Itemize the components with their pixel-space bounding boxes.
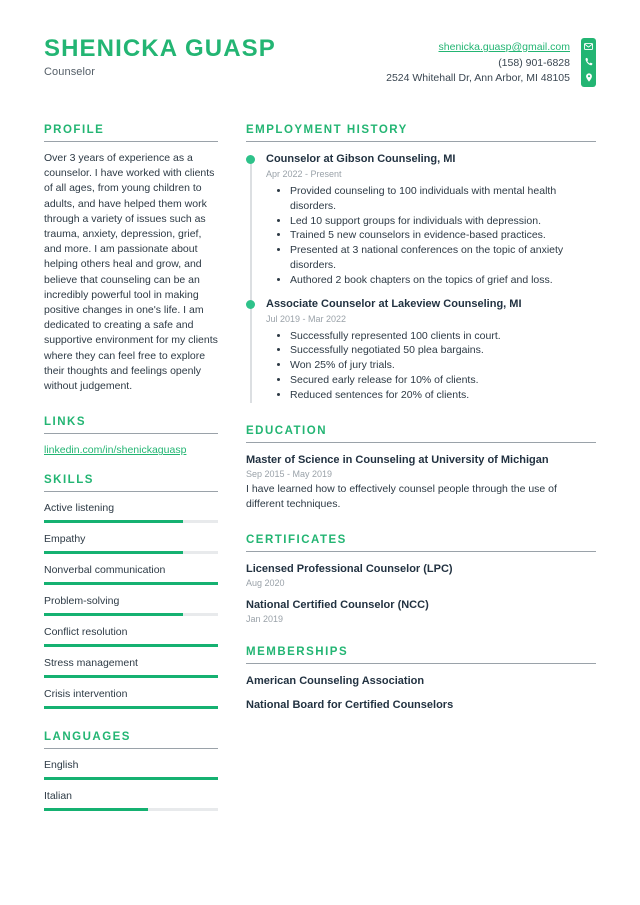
- timeline-dot-icon: [246, 300, 255, 309]
- timeline-dot-icon: [246, 155, 255, 164]
- languages-heading: LANGUAGES: [44, 731, 131, 744]
- employment-section: [246, 124, 596, 403]
- skill-label: Stress management: [44, 657, 138, 670]
- skill-label: Problem-solving: [44, 595, 120, 608]
- skills-heading: SKILLS: [44, 474, 94, 487]
- education-rule: [246, 442, 596, 443]
- education-date: Sep 2015 - May 2019: [246, 468, 333, 479]
- skill-item: [44, 687, 218, 709]
- links-section: [44, 416, 218, 458]
- job-bullet: • Trained 5 new counselors in evidence-based practices.: [290, 228, 596, 243]
- skill-label: Crisis intervention: [44, 688, 128, 701]
- links-rule: [44, 433, 218, 434]
- language-item: [44, 789, 218, 811]
- language-label: Italian: [44, 790, 73, 803]
- language-bar-fill: [44, 777, 218, 780]
- skill-item: [44, 625, 218, 647]
- job-entry: [266, 152, 596, 288]
- language-bar-track: [44, 808, 218, 811]
- contact-icon-strip: [581, 38, 596, 87]
- membership-entry: [246, 674, 596, 688]
- job-date: Jul 2019 - Mar 2022: [266, 313, 347, 324]
- skill-bar-fill: [44, 644, 218, 647]
- certificates-section: [246, 534, 596, 624]
- skill-bar-fill: [44, 551, 183, 554]
- profile-text: Over 3 years of experience as a counselor. I have worked with clients of all ages, from young children to adults, and have helped them work through a variety of issues such as trauma, anxiety, depression, grief, and more. I am passionate about helping others heal and grow, and believe that counseling can be an incredibly powerful tool in making positive changes in one's life. I am dedicated to creating a safe and supportive environment for my clients where they can feel free to explore their thoughts and feelings openly without judgement.: [44, 152, 218, 393]
- skill-label: Nonverbal communication: [44, 564, 166, 577]
- certificates-rule: [246, 551, 596, 552]
- skill-item: [44, 594, 218, 616]
- education-title: Master of Science in Counseling at University of Michigan: [246, 453, 549, 466]
- job-title: Associate Counselor at Lakeview Counseling, MI: [266, 297, 522, 310]
- job-bullet-list: [266, 329, 596, 403]
- spacer: [246, 624, 596, 646]
- skill-bar-track: [44, 520, 218, 523]
- skill-bar-track: [44, 706, 218, 709]
- skill-item: [44, 563, 218, 585]
- membership-title: American Counseling Association: [246, 674, 425, 687]
- profile-rule: [44, 141, 218, 142]
- candidate-name: SHENICKA GUASP: [44, 35, 276, 62]
- certificate-date: Jan 2019: [246, 613, 284, 624]
- job-bullet: • Successfully negotiated 50 plea bargains.: [290, 343, 596, 358]
- profile-heading: PROFILE: [44, 124, 105, 136]
- skill-bar-fill: [44, 706, 218, 709]
- job-bullet: • Successfully represented 100 clients in court.: [290, 329, 596, 344]
- links-heading: LINKS: [44, 416, 86, 429]
- envelope-icon: [584, 43, 593, 50]
- skills-rule: [44, 491, 218, 492]
- contact-email-line: [386, 40, 570, 56]
- job-bullet: • Provided counseling to 100 individuals with mental health disorders.: [290, 184, 596, 214]
- spacer: [44, 394, 218, 416]
- certificate-entry: [246, 562, 596, 588]
- memberships-heading: MEMBERSHIPS: [246, 645, 349, 658]
- skill-bar-track: [44, 582, 218, 585]
- job-bullet-list: [266, 184, 596, 288]
- skill-bar-track: [44, 613, 218, 616]
- membership-title: National Board for Certified Counselors: [246, 698, 454, 711]
- language-bar-track: [44, 777, 218, 780]
- education-section: [246, 425, 596, 512]
- contact-email-link[interactable]: shenicka.guasp@gmail.com: [438, 41, 570, 53]
- employment-heading: EMPLOYMENT HISTORY: [246, 124, 408, 136]
- job-bullet: • Secured early release for 10% of clients.: [290, 373, 596, 388]
- certificate-title: Licensed Professional Counselor (LPC): [246, 562, 453, 575]
- job-bullet: • Authored 2 book chapters on the topics of grief and loss.: [290, 273, 596, 288]
- job-bullet: • Led 10 support groups for individuals with depression.: [290, 214, 596, 229]
- skill-label: Conflict resolution: [44, 626, 128, 639]
- skill-bar-track: [44, 644, 218, 647]
- job-bullet: • Presented at 3 national conferences on the topic of anxiety disorders.: [290, 243, 596, 273]
- spacer: [44, 709, 218, 731]
- skill-item: [44, 656, 218, 678]
- skill-item: [44, 532, 218, 554]
- certificate-date: Aug 2020: [246, 577, 285, 588]
- phone-icon: [585, 57, 593, 66]
- skill-bar-track: [44, 551, 218, 554]
- spacer: [246, 403, 596, 425]
- job-bullet: • Won 25% of jury trials.: [290, 358, 596, 373]
- education-entry: [246, 453, 596, 512]
- skill-bar-fill: [44, 613, 183, 616]
- certificates-heading: CERTIFICATES: [246, 533, 347, 546]
- skill-label: Active listening: [44, 502, 115, 515]
- languages-section: [44, 731, 218, 811]
- languages-rule: [44, 748, 218, 749]
- spacer: [44, 458, 218, 474]
- language-label: English: [44, 759, 79, 772]
- education-description: I have learned how to effectively counsel people through the use of different techniques.: [246, 482, 557, 510]
- right-column: [246, 124, 596, 712]
- memberships-rule: [246, 663, 596, 664]
- link-item-linkedin[interactable]: linkedin.com/in/shenickaguasp: [44, 444, 187, 457]
- employment-timeline: [246, 152, 596, 403]
- skill-label: Empathy: [44, 533, 86, 546]
- left-column: [44, 124, 218, 811]
- contact-phone: (158) 901-6828: [498, 56, 570, 69]
- job-title: Counselor at Gibson Counseling, MI: [266, 153, 456, 165]
- membership-entry: [246, 698, 596, 712]
- education-heading: EDUCATION: [246, 424, 328, 437]
- skill-bar-track: [44, 675, 218, 678]
- skill-bar-fill: [44, 675, 218, 678]
- resume-header: [44, 36, 596, 98]
- certificate-entry: [246, 598, 596, 624]
- profile-section: [44, 124, 218, 394]
- contact-block: [386, 40, 570, 87]
- skills-section: [44, 474, 218, 709]
- language-item: [44, 758, 218, 780]
- job-entry: [266, 297, 596, 403]
- job-date: Apr 2022 - Present: [266, 169, 342, 179]
- language-bar-fill: [44, 808, 148, 811]
- certificate-title: National Certified Counselor (NCC): [246, 598, 429, 611]
- location-pin-icon: [585, 73, 593, 82]
- spacer: [246, 512, 596, 534]
- candidate-job-title: Counselor: [44, 65, 96, 78]
- skill-bar-fill: [44, 582, 218, 585]
- skill-item: [44, 501, 218, 523]
- employment-rule: [246, 141, 596, 142]
- contact-address: 2524 Whitehall Dr, Ann Arbor, MI 48105: [386, 72, 570, 84]
- skill-bar-fill: [44, 520, 183, 523]
- job-bullet: • Reduced sentences for 20% of clients.: [290, 388, 596, 403]
- memberships-section: [246, 646, 596, 712]
